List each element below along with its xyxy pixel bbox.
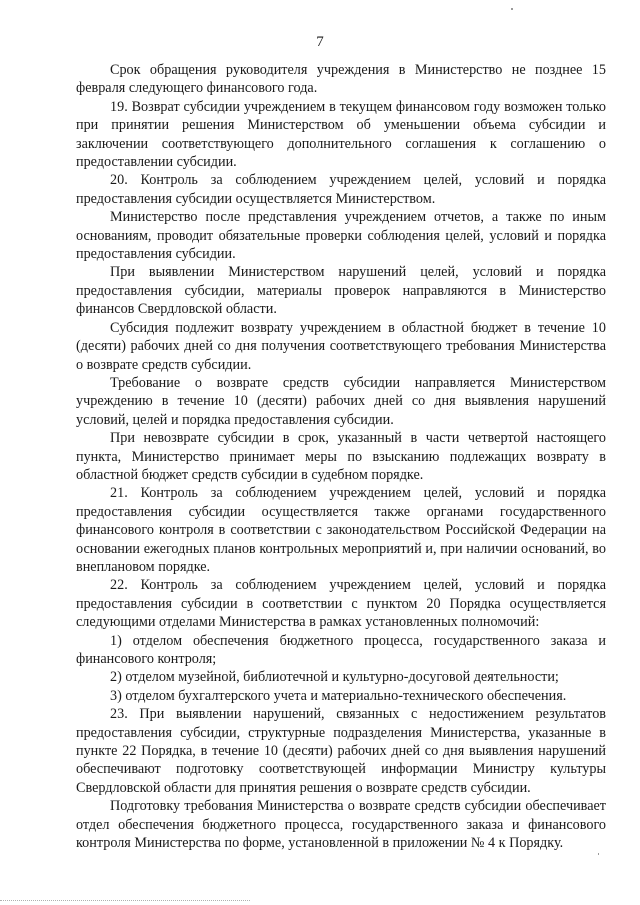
- bottom-rule: [0, 900, 250, 902]
- paragraph: 21. Контроль за соблюдением учреждением целей, условий и порядка предоставления субсидии осуществляется также органами государственного финансового контроля в соответствии с законодательством Российской Федерации на основании ежегодных планов контрольных мероприятий и, при наличии оснований, во внеплановом порядке.: [76, 485, 606, 575]
- paragraph: При выявлении Министерством нарушений целей, условий и порядка предоставления субсидии, материалы проверок направляются в Министерство финансов Свердловской области.: [76, 264, 606, 318]
- paragraph: Срок обращения руководителя учреждения в Министерство не позднее 15 февраля следующего финансового года.: [76, 62, 606, 97]
- paragraph: 19. Возврат субсидии учреждением в текущем финансовом году возможен только при принятии решения Министерством об уменьшении объема субсидии и заключении соответствующего дополнительного соглашения к соглашению о предоставлении субсидии.: [76, 98, 606, 171]
- paragraph: 22. Контроль за соблюдением учреждением целей, условий и порядка предоставления субсидии в соответствии с пунктом 20 Порядка осуществляется следующими отделами Министерства в рамках установленных полномочий:: [76, 577, 606, 631]
- list-item: 3) отделом бухгалтерского учета и материально-технического обеспечения.: [110, 687, 567, 704]
- list-item: 2) отделом музейной, библиотечной и культурно-досуговой деятельности;: [110, 669, 559, 686]
- scan-speck: [598, 853, 599, 855]
- paragraph: 23. При выявлении нарушений, связанных с недостижением результатов предоставления субсидии, структурные подразделения Министерства, указанные в пункте 22 Порядка, в течение 10 (десяти) рабочих дней со дня выявления нарушений обеспечивают подготовку соответствующей информации Министру культуры Свердловской области для принятия решения о возврате средств субсидии.: [76, 706, 606, 796]
- paragraph: 20. Контроль за соблюдением учреждением целей, условий и порядка предоставления субсидии осуществляется Министерством.: [76, 172, 606, 207]
- list-item: 1) отделом обеспечения бюджетного процесса, государственного заказа и финансового контроля;: [76, 632, 606, 667]
- page-number: 7: [316, 34, 324, 50]
- paragraph: При невозврате субсидии в срок, указанный в части четвертой настоящего пункта, Министерство принимает меры по взысканию подлежащих возврату в областной бюджет средств субсидии в судебном порядке.: [76, 430, 606, 483]
- paragraph: Подготовку требования Министерства о возврате средств субсидии обеспечивает отдел обеспечения бюджетного процесса, государственного заказа и финансового контроля Министерства по форме, установленной в приложении № 4 к Порядку.: [76, 798, 606, 852]
- paragraph: Требование о возврате средств субсидии направляется Министерством учреждению в течение 10 (десяти) рабочих дней со дня выявления нарушений условий, целей и порядка предоставления субсидии.: [76, 374, 606, 428]
- document-body: [76, 61, 606, 852]
- paragraph: Субсидия подлежит возврату учреждением в областной бюджет в течение 10 (десяти) рабочих дней со дня получения соответствующего требования Министерства о возврате средств субсидии.: [76, 319, 606, 373]
- scan-speck: [511, 8, 513, 10]
- paragraph: Министерство после представления учреждением отчетов, а также по иным основаниям, проводит обязательные проверки соблюдения целей, условий и порядка предоставления субсидии.: [76, 209, 606, 263]
